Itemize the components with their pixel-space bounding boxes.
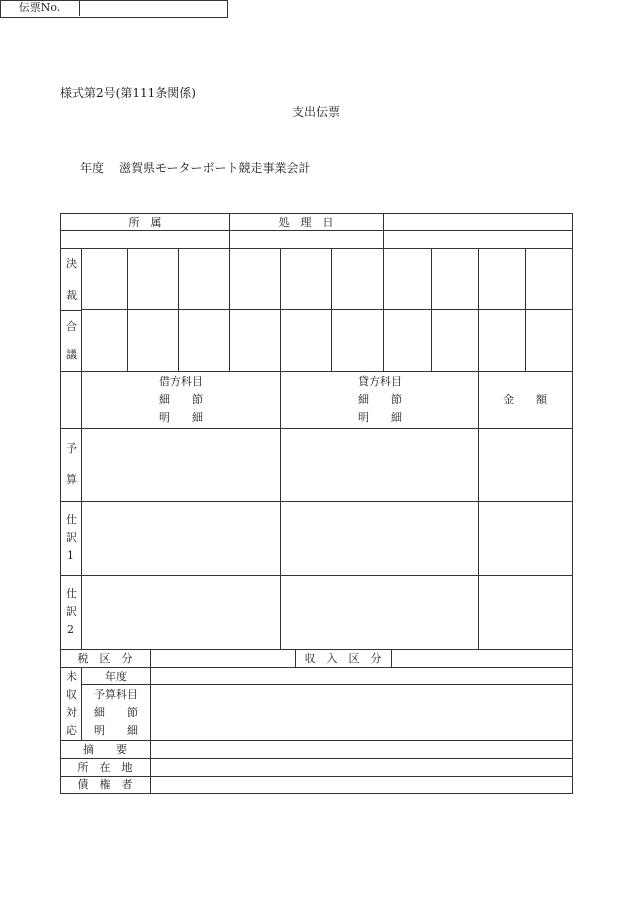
form-number-label: 様式第2号(第111条関係) xyxy=(60,86,196,100)
year-label: 年度 xyxy=(105,670,127,683)
credit-detail-header: 明 細 xyxy=(358,411,402,424)
budget-account-label: 予算科目 xyxy=(94,688,138,701)
budget-label-char2: 算 xyxy=(66,473,77,486)
creditor-label: 債 権 者 xyxy=(77,778,133,791)
revenue-class-label: 収 入 区 分 xyxy=(304,652,382,665)
affiliation-header: 所 属 xyxy=(128,216,162,229)
credit-account-header: 貸方科目 xyxy=(358,375,402,388)
fiscal-year-label: 年度 xyxy=(80,161,105,175)
detail-label: 明 細 xyxy=(94,724,138,737)
journal1-label-char1: 仕 xyxy=(66,513,77,526)
tax-class-label: 税 区 分 xyxy=(77,652,133,665)
location-label: 所 在 地 xyxy=(77,761,133,774)
summary-label: 摘 要 xyxy=(83,743,127,756)
organization-name: 滋賀県モーターボート競走事業会計 xyxy=(119,161,311,175)
journal2-label-char3: 2 xyxy=(67,623,74,636)
consultation-label-char1: 合 xyxy=(66,320,77,333)
unpaid-label-char4: 応 xyxy=(66,724,77,737)
journal1-label-char2: 訳 xyxy=(66,531,77,544)
unpaid-label-char1: 未 xyxy=(66,670,77,683)
consultation-label-char2: 議 xyxy=(66,348,77,361)
debit-subsection-header: 細 節 xyxy=(159,393,203,406)
unpaid-label-char2: 収 xyxy=(66,688,77,701)
unpaid-label-char3: 対 xyxy=(66,706,77,719)
amount-header: 金 額 xyxy=(503,393,547,406)
debit-account-header: 借方科目 xyxy=(159,375,203,388)
debit-detail-header: 明 細 xyxy=(159,411,203,424)
slip-number-label: 伝票No. xyxy=(0,0,80,16)
approval-label-char2: 裁 xyxy=(66,289,77,302)
journal2-label-char1: 仕 xyxy=(66,587,77,600)
journal2-label-char2: 訳 xyxy=(66,605,77,618)
processing-date-header: 処 理 日 xyxy=(278,216,334,229)
journal1-label-char3: 1 xyxy=(67,549,74,562)
budget-label-char1: 予 xyxy=(66,442,77,455)
subsection-label: 細 節 xyxy=(94,706,138,719)
credit-subsection-header: 細 節 xyxy=(358,393,402,406)
document-title: 支出伝票 xyxy=(292,105,341,119)
approval-label-char1: 決 xyxy=(66,257,77,270)
